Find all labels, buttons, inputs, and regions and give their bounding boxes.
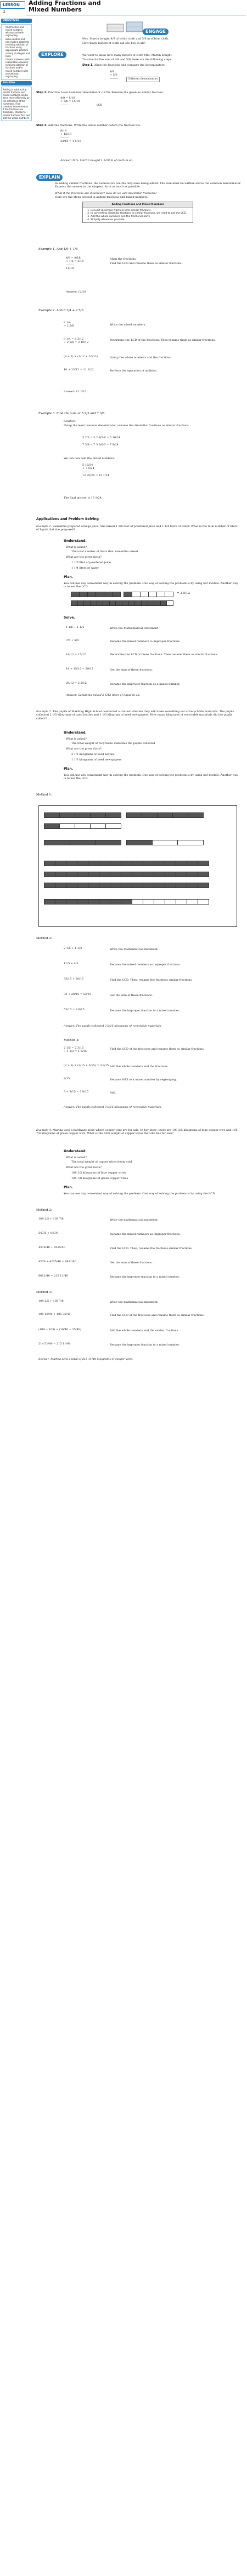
step-1-eq: 4/9 + 5/6 ——— [110, 70, 118, 81]
example-1-answer: Answer: 11/18 [66, 290, 86, 294]
app4-m2-work-2: 547/5 + 847/8 [38, 1232, 59, 1235]
bigidea-tag: BIG IDEA [1, 81, 32, 85]
explore-intro-2: To solve for the sum of 4/9 and 5/6, here are the following steps: [82, 58, 172, 61]
lesson-label: LESSON [3, 3, 20, 7]
bigidea-box: Adding or subtracting similar fractions and mixed numbers can be done more efficiently by the difference of the numerator. Find common denominators. If the fractions are dissimilar, change to similar fractions first and add the whole numbers. [1, 87, 32, 121]
objective-item: • Create problems (with reasonable answers) involving addition of fractions and/or mixed numbers with and without regrouping [5, 58, 30, 78]
app1-solve-1: 1 1/6 + 1 1/4 [66, 626, 85, 629]
objective-item: • Solve routine and non-routine problems involving addition of fractions using appropriate problem solving strategies and tools [5, 38, 30, 58]
app1-given-a2: 1 1/4 liters of water [71, 566, 99, 570]
example-2-work-1: 8 1/4 + 2 5/6 [64, 321, 74, 328]
step-2-label: Step 2. [36, 91, 48, 94]
example-1-desc-2: Find the LCD and rename them as similar fractions. [110, 262, 183, 265]
applications-title: Applications and Problem Solving [36, 517, 99, 521]
app2-method-1: Method 1: [36, 793, 52, 797]
app1-bar-1 [71, 592, 121, 597]
step-1-text: Align the fractions and compare the denominators. [94, 64, 166, 67]
example-2-work-2: 8 1/4 = 8 3/12 + 2 5/6 = 2 10/12 [64, 337, 89, 345]
example-2-desc-3: Group the whole numbers and the fractions. [110, 356, 172, 359]
explore-intro-2a: To solve for the sum of [82, 58, 114, 61]
engage-text-1: Mrs. Martin bought [82, 37, 110, 41]
example-3-label [38, 412, 105, 416]
app2-method-3: Method 3: [64, 1039, 80, 1042]
app4-method-3: Method 3: [36, 1291, 52, 1294]
app2-m3-work-3: 8/15 [64, 1077, 70, 1080]
app2-given-q: What are the given facts? [66, 747, 102, 751]
example-3-final: The final answer is 13 1/24. [64, 496, 103, 500]
engage-question: How many meters of cloth did she buy in all? [82, 42, 145, 45]
app1-solve-desc-1: Write the Mathematical Statement [110, 627, 159, 630]
app1-solve-4: 14 + 15/12 = 29/12 [66, 667, 93, 671]
example-2-work-3: (8 + 2) + (3/12 + 10/12) [64, 355, 98, 358]
app4-m3-work-4: 214 51/40 = 215 11/40 [38, 1342, 71, 1346]
example-2-tag: Example 2. [38, 309, 56, 312]
summary-steps [88, 209, 193, 222]
app2-given-a1: 2 1/5 kilograms of used bottles, [71, 753, 116, 756]
app4-understand: Understand. [64, 1149, 87, 1153]
app4-m2-work-5: 8611/40 = 215 11/40 [38, 1274, 68, 1278]
example-2-desc-4: Perform the operation of addition. [110, 369, 158, 373]
step-1-label: Step 1. [82, 64, 94, 67]
explore-step-1 [82, 64, 165, 67]
app2-m2-work-1: 2 1/5 + 1 1/3 [64, 947, 82, 950]
app1-solve-desc-3: Determine the LCD of these fractions. Then rename them as similar fractions. [110, 653, 219, 656]
app2-m2-desc-2: Rename the mixed numbers as improper fractions. [110, 963, 181, 966]
example-3-work-1: 5 2/3 = 5 2·8/3·8 = 5 16/24 7 3/8 = 7 3·3/8·3 = 7 9/24 [82, 436, 121, 446]
app2-asked-q: What is asked? [66, 737, 87, 741]
summary-step: 3. Add the whole numbers and the fractional parts. [91, 215, 193, 219]
app-example-1-tag: Example 1. [36, 525, 52, 528]
app1-bar-2 [124, 592, 173, 597]
example-3-problem: Find the sum of 5 2/3 and 7 3/8. [56, 412, 106, 415]
app1-solve: Solve. [64, 616, 75, 620]
app4-method-2: Method 2: [36, 1209, 52, 1212]
engage-text-3: m of blue cloth. [147, 37, 169, 41]
engage-text: Mrs. Martin bought 4/9 of white cloth and 5/6 m of blue cloth. [82, 37, 169, 41]
app1-given-q: What are the given facts? [66, 556, 102, 559]
app4-m3-desc-4: Rename the improper fraction to a mixed number. [110, 1343, 180, 1347]
app4-m3-desc-1: Write the mathematical statement. [110, 1301, 159, 1304]
app2-m3-work-4: 3 + 8/15 = 3 8/15 [64, 1090, 89, 1094]
explain-title: EXPLAIN [36, 174, 63, 181]
step-2-eq: 4/9 = 8/18 + 5/6 = 15/18 ——— [60, 96, 80, 107]
app4-m3-work-1: 109 2/5 + 105 7/8 [38, 1300, 64, 1303]
app1-solve-desc-4: Get the sum of these fractions. [110, 668, 153, 672]
lesson-header [0, 0, 247, 15]
app1-understand: Understand. [64, 539, 87, 543]
app2-m2-work-4: 33 + 20/15 = 53/15 [64, 993, 91, 996]
method-1-diagram [38, 805, 237, 927]
explore-step-2 [36, 91, 164, 94]
m1-row-1a [44, 812, 121, 818]
example-1-work: 4/9 = 8/18 + 1/6 = 3/18 ——— 11/18 [66, 256, 84, 270]
app-example-4-tag: Example 4. [36, 1129, 52, 1132]
app1-solve-5: 29/12 = 2 5/12 [66, 682, 87, 685]
engage-text-2: of white cloth and [116, 37, 142, 41]
example-1-desc-1: Align the fractions. [110, 257, 137, 261]
app-example-2-tag: Example 2. [36, 710, 52, 713]
example-2-answer: Answer: 11 1/12 [64, 390, 87, 393]
app2-m3-desc-1: Find the LCD of the fractions and rename them as similar fractions. [110, 1047, 205, 1051]
app4-m3-desc-2: Find the LCD of the fractions and rename them as similar fractions. [110, 1314, 205, 1317]
example-2-desc-1: Write the mixed numbers. [110, 323, 147, 327]
app4-m2-desc-4: Get the sum of these fractions. [110, 1261, 153, 1264]
title-line-2: Mixed Numbers [29, 6, 82, 13]
app4-m3-work-3: (109 + 105) + (16/40 + 35/40) [38, 1328, 81, 1331]
app2-m2-work-2: 11/5 + 4/3 [64, 962, 78, 965]
app4-given-a1: 109 2/5 kilograms of blue copper wires [71, 1171, 126, 1175]
app-example-2-text: The pupils of Makiling High School conducted a contest wherein they will make something out of recyclable materials. The pupils collected 2 1/5 kilograms of used bottles and 1 1/3 kilogram of used newspapers. How many kilograms of recyclable materials did the pupils collect? [36, 710, 234, 720]
app2-m3-desc-2: Add the whole numbers and the fractions. [110, 1065, 169, 1068]
summary-step: 2. In converting dissimilar fractions to similar fractions, we need to get the LCD. [91, 212, 193, 215]
example-1-tag: Example 1. [38, 248, 56, 251]
explain-paragraph: In adding similar fractions, the numerators are the only ones being added. The sum must be written above the common denominator. Express the answer in the simplest form as much as possible. [55, 182, 242, 189]
title-line-1: Adding Fractions and [29, 0, 101, 7]
objectives-tag: OBJECTIVES [1, 19, 32, 23]
example-2-work-4: 10 + 13/12 = 11 1/12 [64, 368, 94, 371]
app1-plan-text: You can use any convenient way in solving the problem. One way of solving the problem is by using bar models. Another way is to use the LCD. [64, 582, 238, 589]
m1-row-3b [44, 872, 209, 877]
engage-title: ENGAGE [143, 28, 169, 35]
app4-given-a2: 105 7/8 kilograms of green copper wires [71, 1177, 128, 1180]
app4-m2-work-3: 4376/40 + 4235/40 [38, 1246, 65, 1249]
example-1-problem: Add 4/9 + 1/6 [56, 248, 78, 251]
page-title [29, 0, 101, 13]
app2-given-a2: 1 1/3 kilograms of used newspapers [71, 758, 122, 762]
summary-box [82, 202, 193, 223]
app1-solve-2: 7/6 + 5/4 [66, 639, 79, 642]
app2-understand: Understand. [64, 731, 87, 735]
app4-m2-desc-1: Write the mathematical statement. [110, 1218, 159, 1222]
app2-plan-text: You can use any convenient way in solving the problem. One way of solving the problem is by using bar models. Another way is to use the LCD. [64, 774, 238, 781]
app1-solve-3: 14/12 + 15/12 [66, 653, 86, 656]
app-example-1-text: Samantha prepared orange juice. She mixed 1 1/6 liter of powdered juice and 1 1/4 liters of water. What is the total number of liters of liquid that she prepared? [36, 525, 238, 532]
app4-m2-desc-2: Rename the mixed numbers as improper fractions. [110, 1233, 181, 1236]
app2-m2-desc-3: Find the LCD. Then, rename the fractions similar fractions. [110, 978, 193, 982]
example-2-problem: Add 8 1/4 + 2 5/6 [56, 309, 83, 312]
explore-intro-2c: , here are the following steps: [130, 58, 172, 61]
app4-m2-work-1: 109 2/5 + 105 7/8 [38, 1217, 64, 1221]
explain-steps-intro: Here are the steps needed in adding fractions and mixed numbers: [55, 196, 149, 199]
example-3-mixed: We can now add the mixed numbers. [64, 457, 115, 460]
app4-answer: Answer: Martha sells a total of 215 11/40 kilograms of copper wire. [38, 1358, 133, 1361]
app2-m2-answer: Answer: The pupils collected 3 8/15 kilograms of recyclable materials. [64, 1024, 162, 1028]
explain-question: What if the fractions are dissimilar? How do we add dissimilar fractions? [55, 192, 157, 195]
explore-intro-1: We want to know how many meters of cloth Mrs. Martin bought. [82, 54, 173, 57]
example-2-desc-2: Determine the LCD of the fractions. Then rename them as similar fractions. [110, 339, 216, 342]
app2-m2-desc-5: Rename the improper fraction to a mixed number. [110, 1009, 180, 1012]
app-example-4 [36, 1129, 239, 1136]
app4-plan-text: You can use any convenient way of solving the problem. One way of solving the problem is by using the LCD. [64, 1192, 216, 1195]
app1-answer: Answer: Samantha mixed 2 5/12 liters of liquid in all. [66, 694, 141, 697]
lesson-badge [0, 1, 25, 14]
step-2-text: Find the Least Common Denominator (LCD). Rename the given as similar fraction. [48, 91, 164, 94]
app1-asked-q: What is asked? [66, 546, 87, 549]
app1-solve-desc-2: Rename the mixed numbers to improper fractions. [110, 640, 181, 643]
app4-asked-a: The total weight of copper wires being sold [71, 1160, 132, 1164]
app2-m3-desc-3: Rename 8/15 to a mixed number by regrouping. [110, 1078, 177, 1081]
app-example-2 [36, 710, 239, 720]
app2-m2-desc-4: Get the sum of these fractions. [110, 994, 153, 997]
app1-given-a1: 1 1/6 liter of powdered juice [71, 561, 111, 564]
app2-m3-work-1: 2 1/5 = 2 3/15 + 1 1/3 = 1 5/15 [64, 1046, 87, 1054]
app4-plan: Plan. [64, 1186, 74, 1189]
m1-row-1c [44, 823, 121, 829]
app2-m2-work-3: 33/15 + 20/15 [64, 977, 84, 981]
app4-m3-desc-3: Add the whole numbers and the similar fractions. [110, 1329, 179, 1332]
app2-method-2: Method 2: [36, 937, 52, 940]
app4-m3-work-2: 109 16/40 + 105 35/40 [38, 1313, 71, 1316]
example-2-label [38, 309, 83, 313]
app1-plan: Plan. [64, 575, 74, 579]
objectives-list [3, 26, 30, 78]
app1-bar-sum: = 2 5/12 [177, 592, 190, 595]
lcd-label: LCD [97, 104, 103, 107]
example-3-solution: Solution: [64, 420, 76, 423]
explore-intro-2b: and [120, 58, 126, 61]
app4-asked-q: What is asked? [66, 1156, 87, 1159]
app4-m2-desc-5: Rename the improper fraction to a mixed number. [110, 1275, 180, 1279]
summary-title: Adding Fractions and Mixed Numbers [83, 202, 193, 208]
example-3-text: Using the least common denominator, rename the dissimilar fractions as similar fractions. [64, 424, 190, 427]
objectives-box [1, 24, 32, 80]
app2-asked-a: The total weight of recyclable materials the pupils collected [71, 742, 155, 745]
example-3-work-2: 5 16/24 + 7 9/24 ——— 12 25/24 = 13 1/24 [82, 463, 109, 477]
m1-row-3a [44, 861, 209, 866]
explore-title: EXPLORE [38, 51, 66, 58]
app2-plan: Plan. [64, 767, 74, 771]
app1-asked-a: The total number of liters that Samantha mixed. [71, 550, 139, 553]
example-1-label [38, 248, 77, 251]
app4-given-q: What are the given facts? [66, 1166, 102, 1169]
app4-m2-work-4: 4376 + 4235/40 = 8611/40 [38, 1260, 77, 1263]
app1-bar-3 [71, 600, 173, 606]
app2-m3-desc-4: Add. [110, 1091, 116, 1095]
m1-row-1b [127, 812, 204, 818]
objectives-panel [1, 19, 32, 80]
bigidea-panel [1, 81, 32, 121]
different-denominators-label: Different denominators [126, 77, 160, 82]
step-3-label: Step 3. [36, 124, 48, 127]
app2-m2-desc-1: Write the mathematical statement. [110, 948, 159, 951]
m1-row-2a [44, 840, 121, 845]
explore-step-3 [36, 124, 141, 127]
app2-m2-work-5: 53/15 = 3 8/15 [64, 1008, 85, 1011]
app-example-4-text: Martha uses a hardware store where copper wire are for sale. In her store, there are 109 2/5 kilograms of blue copper wire and 105 7/8 kilograms of green copper wire. What is the total weight of copper wires that she has for sale? [36, 1129, 238, 1136]
app2-m3-work-2: (2 + 1) + (3/15 + 5/15) = 3 8/15 [64, 1064, 109, 1067]
cloth-illustration [104, 19, 148, 35]
example-3-tag: Example 3. [38, 412, 56, 415]
m1-row-2b [127, 840, 204, 845]
app-example-1 [36, 525, 239, 532]
m1-row-4 [44, 899, 209, 905]
objective-item: • Add fraction and mixed numbers without and with regrouping [5, 26, 30, 37]
app1-solve-desc-5: Rename the improper fraction as a mixed number. [110, 683, 180, 686]
summary-step: 4. Simplify whenever possible. [91, 219, 193, 222]
explore-answer: Answer: Mrs. Martin bought 1 5/18 m of cloth in all. [60, 159, 133, 162]
m1-row-3c [44, 883, 209, 888]
step-3-text: Add the fractions. Write the whole number before the fraction too. [48, 124, 141, 127]
app4-m2-desc-3: Find the LCD. Then, rename the fractions similar fractions. [110, 1247, 193, 1250]
step-3-eq: 8/18 + 15/18 ——— 23/18 = 1 5/18 [60, 129, 81, 143]
summary-step: 1. Convert dissimilar fractions into similar fractions. [91, 209, 193, 213]
app2-m3-answer: Answer: The pupils collected 3 8/15 kilograms of recyclable materials. [64, 1106, 162, 1109]
lesson-number: 1 [3, 9, 5, 14]
